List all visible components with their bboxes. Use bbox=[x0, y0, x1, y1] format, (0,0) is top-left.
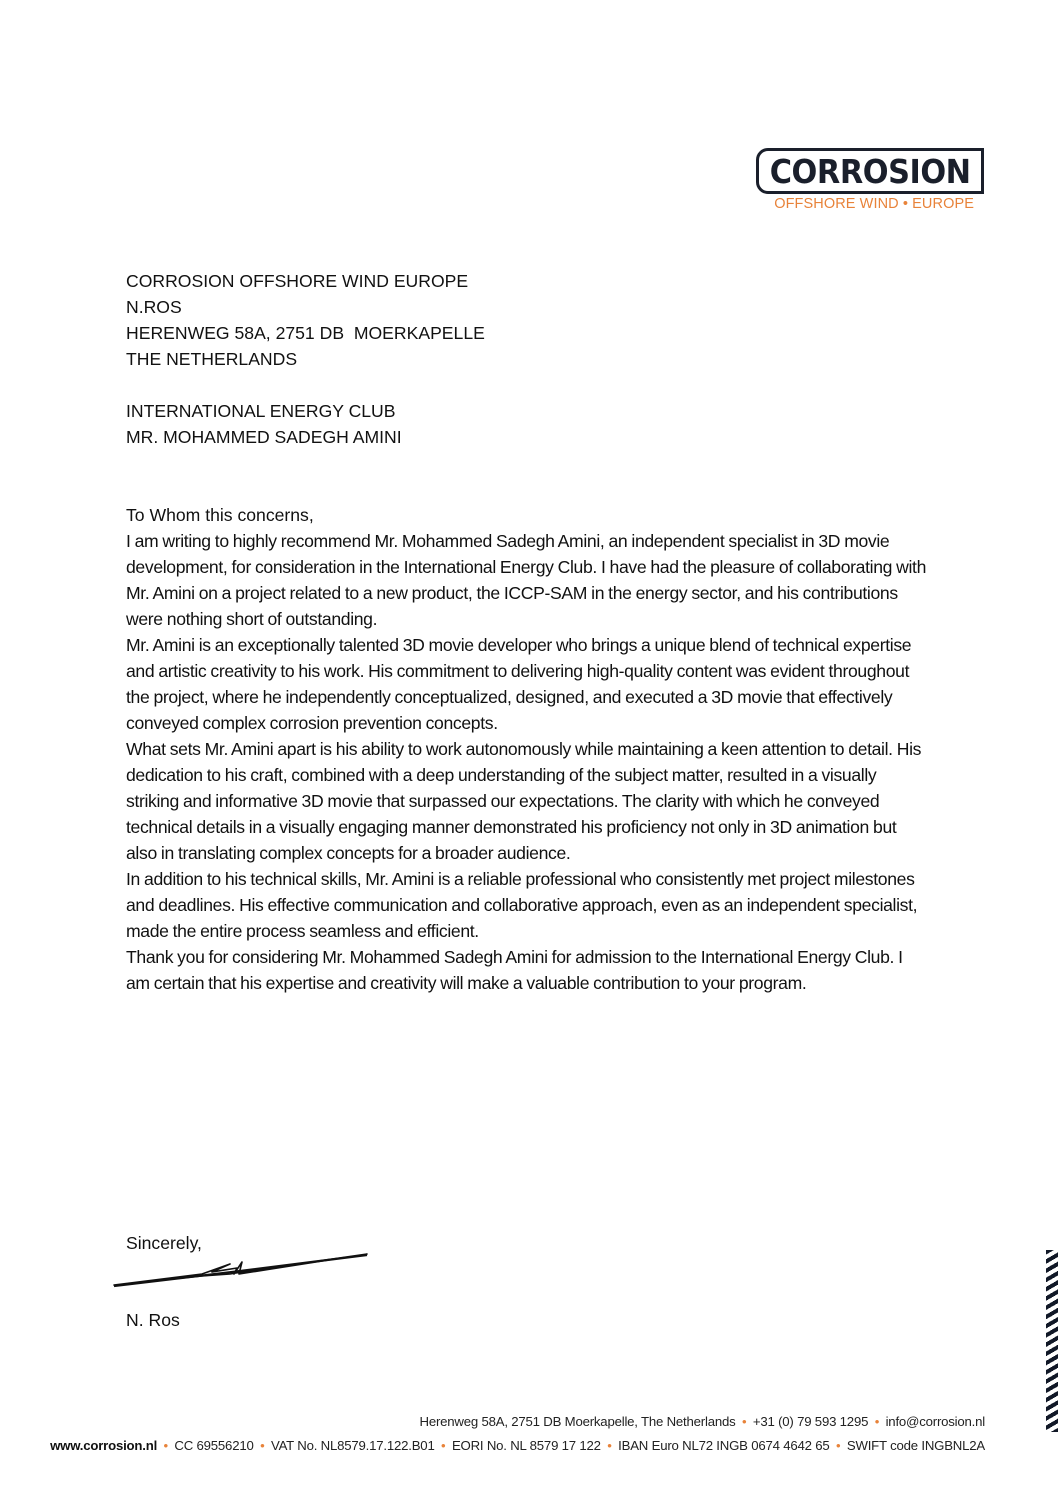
salutation: To Whom this concerns, bbox=[126, 505, 314, 525]
logo-wordmark-box bbox=[756, 148, 984, 194]
recipient-line: MR. MOHAMMED SADEGH AMINI bbox=[126, 427, 402, 447]
recipient-line: INTERNATIONAL ENERGY CLUB bbox=[126, 401, 396, 421]
closing bbox=[126, 1233, 202, 1254]
paragraph: I am writing to highly recommend Mr. Mohammed Sadegh Amini, an independent specialist in 3D movie development, for consideration in the International Energy Club. I have had the pleasure of collaborating with Mr. Amini on a project related to a new product, the ICCP-SAM in the energy sector, and his contributions were nothing short of outstanding. bbox=[126, 531, 927, 629]
separator-dot: • bbox=[835, 1438, 841, 1453]
paragraph: Thank you for considering Mr. Mohammed Sadegh Amini for admission to the International Energy Club. I am certain that his expertise and creativity will make a valuable contribution to your program. bbox=[126, 947, 903, 993]
separator-dot: • bbox=[607, 1438, 612, 1453]
footer-line-2 bbox=[50, 1434, 985, 1458]
footer-website-link[interactable]: www.corrosion.nl bbox=[50, 1438, 158, 1453]
signer bbox=[126, 1310, 180, 1331]
separator-dot: • bbox=[163, 1438, 168, 1453]
company-logo bbox=[756, 148, 984, 212]
footer-cc: CC 69556210 bbox=[174, 1438, 254, 1453]
sender-address bbox=[126, 268, 926, 372]
signer-name: N. Ros bbox=[126, 1310, 180, 1330]
footer-address: Herenweg 58A, 2751 DB Moerkapelle, The Netherlands bbox=[419, 1414, 736, 1429]
paragraph: What sets Mr. Amini apart is his ability to work autonomously while maintaining a keen attention to detail. His dedication to his craft, combined with a deep understanding of the subject matter, resulted in a visually striking and informative 3D movie that surpassed our expectations. The clarity with which he conveyed technical details in a visually engaging manner demonstrated his proficiency not only in 3D animation but also in translating complex concepts for a broader audience. bbox=[126, 739, 922, 863]
sender-line: N.ROS bbox=[126, 297, 182, 317]
footer bbox=[50, 1410, 985, 1458]
sender-line: THE NETHERLANDS bbox=[126, 349, 298, 369]
separator-dot: • bbox=[874, 1414, 880, 1429]
sender-line: CORROSION OFFSHORE WIND EUROPE bbox=[126, 271, 469, 291]
footer-phone[interactable]: +31 (0) 79 593 1295 bbox=[752, 1414, 869, 1429]
separator-dot: • bbox=[260, 1438, 265, 1453]
footer-vat: VAT No. NL8579.17.122.B01 bbox=[270, 1438, 435, 1453]
sender-line: HERENWEG 58A, 2751 DB MOERKAPELLE bbox=[126, 323, 485, 343]
separator-dot: • bbox=[441, 1438, 446, 1453]
paragraph: In addition to his technical skills, Mr. Amini is a reliable professional who consistently met project milestones and deadlines. His effective communication and collaborative approach, even as an independent specialist, made the entire process seamless and efficient. bbox=[126, 869, 918, 941]
footer-iban: IBAN Euro NL72 INGB 0674 4642 65 bbox=[618, 1438, 830, 1453]
logo-wordmark: CORROSION bbox=[769, 151, 971, 191]
closing-text: Sincerely, bbox=[126, 1233, 202, 1253]
footer-line-1 bbox=[50, 1410, 985, 1434]
letter-body bbox=[126, 268, 926, 996]
logo-tagline: OFFSHORE WIND • EUROPE bbox=[774, 196, 974, 212]
paragraph: Mr. Amini is an exceptionally talented 3D movie developer who brings a unique blend of technical expertise and artistic creativity to his work. His commitment to delivering high-quality content was evident throughout the project, where he independently conceptualized, designed, and executed a 3D movie that effectively conveyed complex corrosion prevention concepts. bbox=[126, 635, 912, 733]
footer-eori: EORI No. NL 8579 17 122 bbox=[451, 1438, 601, 1453]
decorative-hatch-stripe bbox=[1046, 1250, 1058, 1432]
signature-image bbox=[112, 1252, 372, 1292]
separator-dot: • bbox=[741, 1414, 747, 1429]
recipient-address bbox=[126, 398, 926, 450]
footer-email-link[interactable]: info@corrosion.nl bbox=[885, 1414, 985, 1429]
footer-swift: SWIFT code INGBNL2A bbox=[846, 1438, 985, 1453]
